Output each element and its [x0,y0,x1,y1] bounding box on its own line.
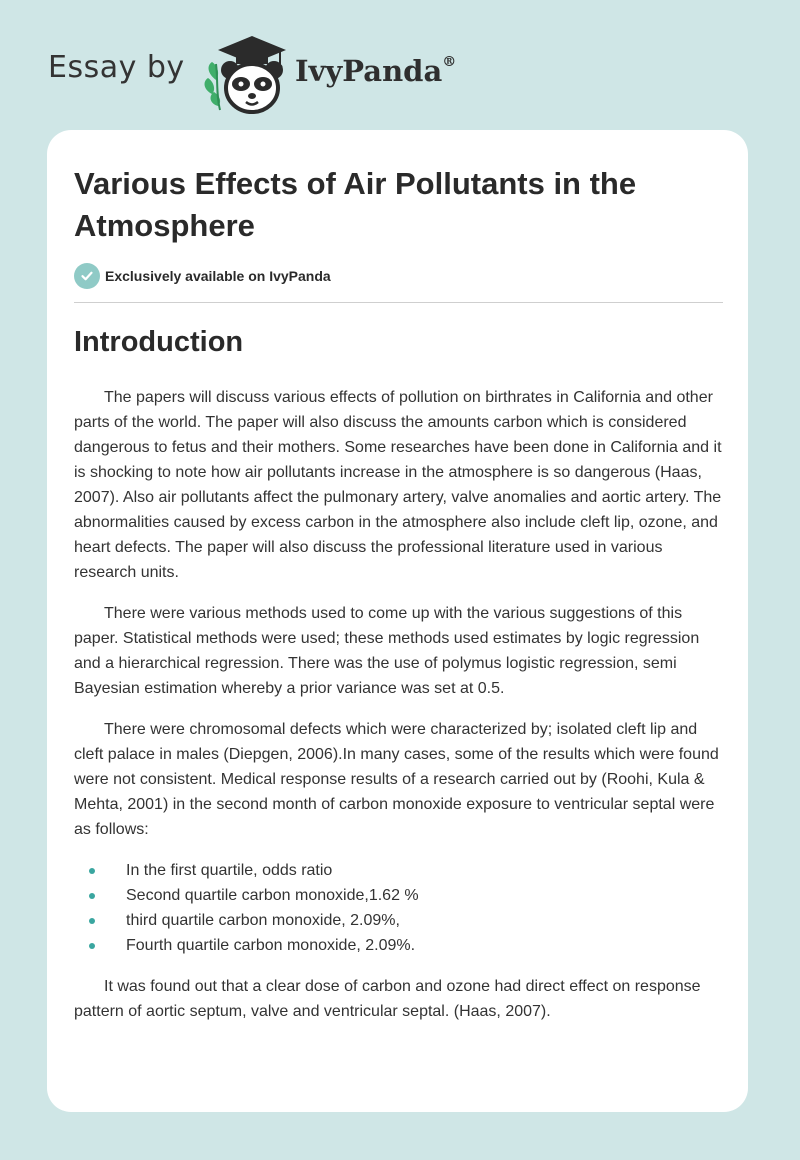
exclusive-badge-text: Exclusively available on IvyPanda [105,268,331,284]
exclusive-badge [74,263,331,289]
section-heading-introduction: Introduction [74,326,244,358]
check-circle-icon [74,263,100,289]
body-paragraph: The papers will discuss various effects of pollution on birthrates in California and other parts of the world. The paper will also discuss the amounts carbon which is considered dangerous to fetus and their mothers. Some researches have been done in California and it is shocking to note how air pollutants increase in the atmosphere is so dangerous (Haas, 2007). Also air pollutants affect the pulmonary artery, valve anomalies and aortic artery. The abnormalities caused by excess carbon in the atmosphere also include cleft lip, ozone, and heart defects. The paper will also discuss the professional literature used in various research units. [74,389,722,581]
results-list [74,858,724,958]
brand-text: IvyPanda [295,54,443,88]
registered-mark: ® [442,54,457,71]
essay-title: Various Effects of Air Pollutants in the Atmosphere [74,166,637,243]
body-paragraph: It was found out that a clear dose of carbon and ozone had direct effect on response pattern of aortic septum, valve and ventricular septal. (Haas, 2007). [74,978,701,1020]
list-item: Fourth quartile carbon monoxide, 2.09%. [74,933,724,958]
panda-graduate-logo-icon[interactable] [200,34,292,118]
body-paragraph: There were chromosomal defects which were characterized by; isolated cleft lip and cleft palace in males (Diepgen, 2006).In many cases, some of the results which were found were not consistent. Medical response results of a research carried out by (Roohi, Kula & Mehta, 2001) in the second month of carbon monoxide exposure to ventricular septal were as follows: [74,721,719,838]
list-item: third quartile carbon monoxide, 2.09%, [74,908,724,933]
brand-name[interactable] [295,54,456,88]
site-header [48,28,568,118]
essay-body [74,385,724,1040]
body-paragraph: There were various methods used to come up with the various suggestions of this paper. Statistical methods were used; these methods used estimates by logic regression and a hierarchical regression. There was the use of polymus logistic regression, semi Bayesian estimation whereby a prior variance was set at 0.5. [74,605,700,697]
list-item: In the first quartile, odds ratio [74,858,724,883]
title-divider [74,302,723,303]
essay-card [47,130,748,1112]
list-item: Second quartile carbon monoxide,1.62 % [74,883,724,908]
essay-by-label: Essay by [48,50,185,85]
